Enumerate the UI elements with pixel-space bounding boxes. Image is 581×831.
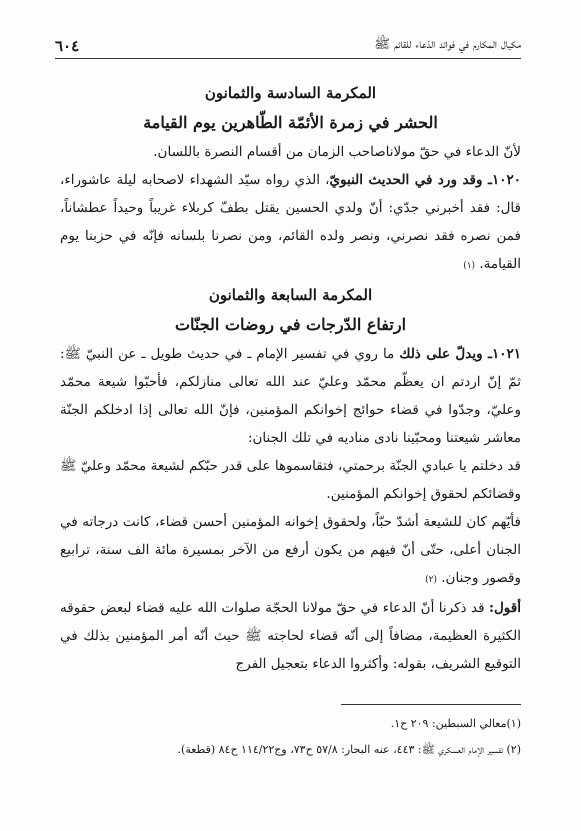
- page-body: [60, 78, 521, 678]
- paragraph: [60, 508, 521, 594]
- footnote-divider: [341, 704, 521, 705]
- paragraph: [60, 340, 521, 452]
- paragraph-text: قد ذكرنا أنّ الدعاء في حقّ مولانا الحجّة صلوات الله عليه قضاء لبعض حقوقه الكثيرة العظيمة، مضافاً إلى أنّه قضاء لحاجته ﷺ حيث أنّه أمر المؤمنين بذلك في التوقيع الشريف، بقوله: وأكثروا الدعاء بتعجيل الفرج: [60, 600, 521, 672]
- paragraph-text: ما روي في تفسير الإمام ـ في حديث طويل ـ عن النبيّ ﷺ: ثمّ إنّ اردتم ان يعظّم محمّد وعليّ عند الله تعالى منازلكم، فأحبّوا شيعة محمّد وعليّ، وجدّوا في قضاء حوائج إخوانكم المؤمنين، فإنّ الله تعالى إذا ادخلكم الجنّة معاشر شيعتنا ومحبّينا نادى مناديه في تلك الجنان:: [60, 346, 521, 446]
- hadith-number: ١٠٢٠ـ وقد ورد في الحديث النبويّ: [329, 172, 522, 188]
- paragraph-text: لأنّ الدعاء في حقّ مولاناصاحب الزمان من أقسام النصرة باللسان.: [153, 144, 521, 160]
- paragraph: [60, 138, 521, 166]
- section-heading: المكرمة السادسة والثمانون: [204, 84, 377, 102]
- footnotes: [60, 704, 521, 763]
- quoted-text: قد دخلتم يا عبادي الجنّة برحمتي، فتقاسموها على قدر حبّكم لشيعة محمّد وعليّ ﷺ وقضائكم لحقوق إخوانكم المؤمنين.: [60, 458, 521, 502]
- footnote: (١)معالي السبطين: ٢٠٩ ح١.: [390, 717, 521, 730]
- footnote: (٢) تفسير الإمام العسكري ﷺ: ٤٤٣، عنه البحار: ٥٧/٨ ح٧٣، وج١١٤/٢٢ ح٨٤ (قطعة).: [177, 743, 521, 756]
- footnote-ref: (١): [463, 261, 476, 271]
- footnote-ref: (٢): [425, 575, 437, 585]
- paragraph: [60, 166, 521, 280]
- hadith-number: ١٠٢١ـ ويدلّ على ذلك: [399, 346, 521, 362]
- section-subheading: ارتفاع الدّرجات في روضات الجنّات: [174, 315, 407, 334]
- paragraph-text: ، الذي رواه سيّد الشهداء لاصحابه ليلة عاشوراء، قال: فقد أخبرني جدّي: أنّ ولدي الحسين يقتل بطفّ كربلاء غريباً وحيداً عطشاناً، فمن نصره فقد نصرني، ونصر ولده القائم، ومن نصرنا بلسانه فإنّه في حزبنا يوم القيامة.: [60, 172, 521, 272]
- paragraph-text: فأيّهم كان للشيعة أشدّ حبّاً، ولحقوق إخوانه المؤمنين أحسن قضاء، كانت درجاته في الجنان أعلى، حتّى أنّ فيهم من يكون أرفع من الآخر بمسيرة مائة الف سنة، ترابيع وقصور وجنان.: [60, 514, 521, 586]
- aqul-label: أقول:: [489, 600, 521, 616]
- page-number: ٦٠٤: [55, 37, 80, 55]
- section-subheading: الحشر في زمرة الأئمّة الطّاهرين يوم القيامة: [143, 113, 438, 132]
- paragraph: [60, 594, 521, 678]
- page-header: [55, 30, 521, 59]
- section-heading: المكرمة السابعة والثمانون: [208, 286, 373, 304]
- running-title: مكيال المكارم في فوائد الدّعاء للقائم ﷺ: [374, 37, 521, 52]
